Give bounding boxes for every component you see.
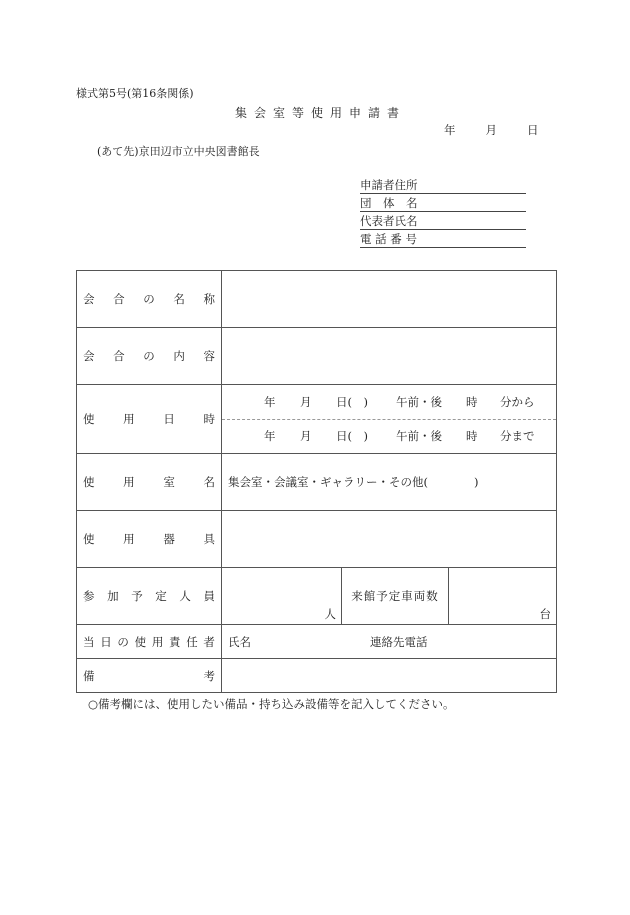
representative-name-label: 代表者氏名: [360, 214, 418, 228]
group-name-label: 団 体 名: [360, 196, 418, 210]
vehicles-input[interactable]: [449, 568, 557, 625]
page-title: 集会室等使用申請書: [235, 106, 407, 120]
applicant-address-field[interactable]: [360, 178, 526, 194]
datetime-from[interactable]: 年 月 日( ) 午前・後 時 分から: [264, 395, 535, 409]
meeting-name-label: 会 合 の 名 称: [77, 271, 222, 328]
row-meeting-name: [77, 271, 557, 328]
remarks-label: 備 考: [77, 659, 222, 693]
row-meeting-content: [77, 328, 557, 385]
responsible-input[interactable]: [222, 625, 557, 659]
equipment-input[interactable]: [222, 511, 557, 568]
remarks-note: ○備考欄には、使用したい備品・持ち込み設備等を記入してください。: [88, 697, 455, 711]
responsible-phone-label: 連絡先電話: [370, 634, 428, 649]
meeting-content-label: 会 合 の 内 容: [77, 328, 222, 385]
meeting-name-input[interactable]: [222, 271, 557, 328]
responsible-name-label: 氏名: [228, 634, 251, 649]
addressee: (あて先)京田辺市立中央図書館長: [97, 145, 260, 158]
representative-name-field[interactable]: [360, 214, 526, 230]
row-usage-datetime: [77, 385, 557, 454]
row-attendees: [77, 568, 557, 625]
attendees-label: 参 加 予 定 人 員: [77, 568, 222, 625]
row-room-name: [77, 454, 557, 511]
date-day: 日: [527, 123, 539, 137]
form-code: 様式第5号(第16条関係): [76, 87, 194, 100]
room-name-label: 使 用 室 名: [77, 454, 222, 511]
equipment-label: 使 用 器 具: [77, 511, 222, 568]
applicant-address-label: 申請者住所: [360, 178, 418, 192]
date-month: 月: [485, 123, 497, 137]
phone-number-field[interactable]: [360, 232, 526, 248]
attendees-unit: 人: [324, 607, 336, 621]
usage-datetime-label: 使 用 日 時: [77, 385, 222, 454]
attendees-input[interactable]: [222, 568, 342, 625]
responsible-label: 当 日 の 使 用 責 任 者: [77, 625, 222, 659]
application-date: [444, 122, 539, 138]
group-name-field[interactable]: [360, 196, 526, 212]
room-options[interactable]: 集会室・会議室・ギャラリー・その他( ): [222, 454, 557, 511]
remarks-input[interactable]: [222, 659, 557, 693]
phone-number-label: 電 話 番 号: [360, 232, 417, 246]
vehicles-label: 来館予定車両数: [342, 568, 449, 625]
application-table: [76, 270, 557, 693]
datetime-to[interactable]: 年 月 日( ) 午前・後 時 分まで: [264, 429, 535, 443]
date-year: 年: [444, 123, 456, 137]
usage-datetime-input[interactable]: [222, 385, 557, 454]
vehicles-unit: 台: [539, 607, 551, 621]
meeting-content-input[interactable]: [222, 328, 557, 385]
row-remarks: [77, 659, 557, 693]
row-responsible: [77, 625, 557, 659]
row-equipment: [77, 511, 557, 568]
